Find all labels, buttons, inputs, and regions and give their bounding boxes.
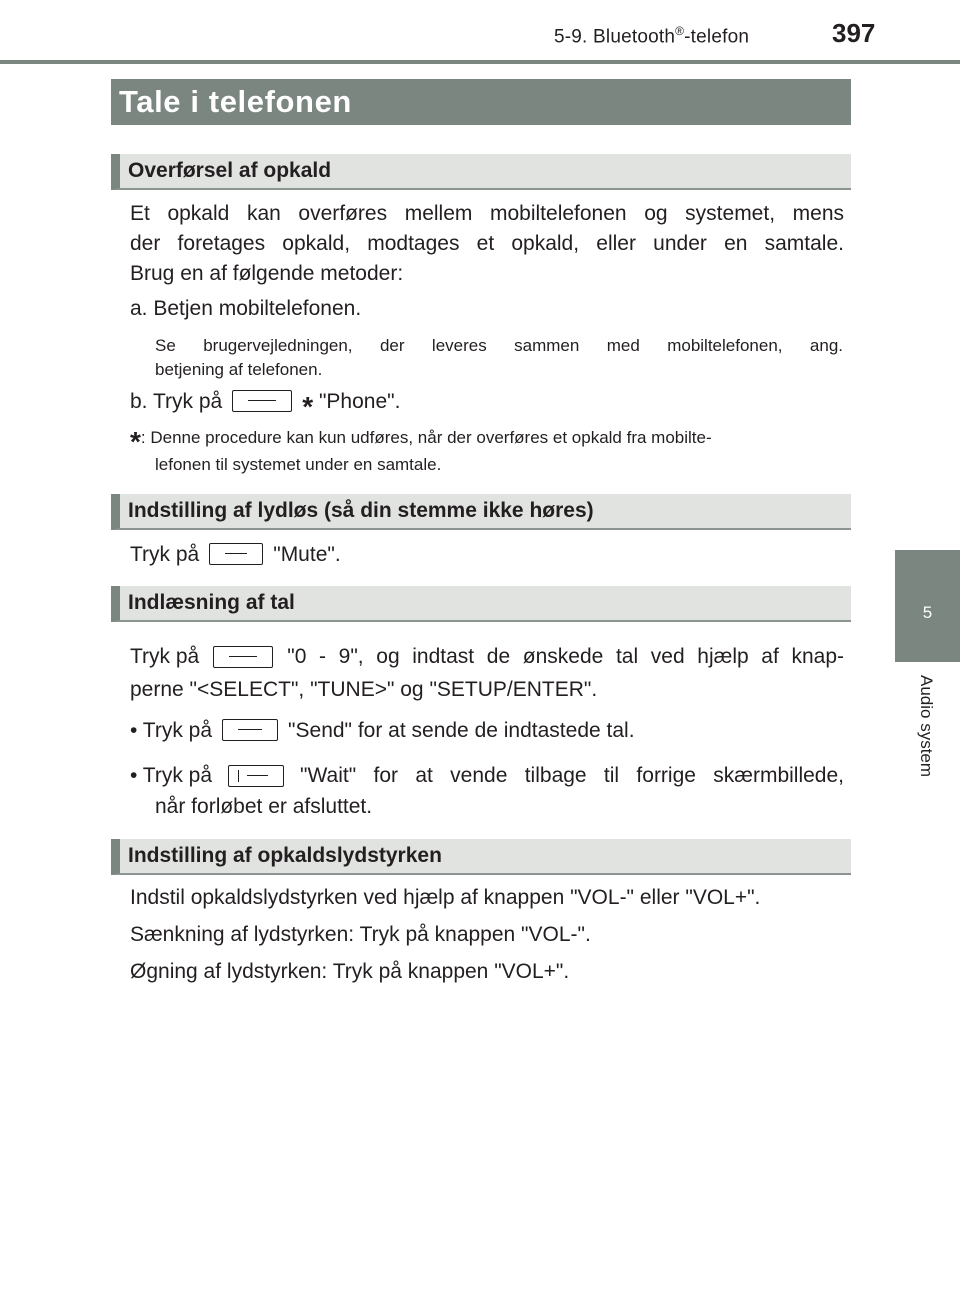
section-heading-volume: Indstilling af opkaldslydstyrken [111, 839, 851, 875]
wait-button-icon [228, 765, 284, 787]
transfer-intro-line2: der foretages opkald, modtages et opkald, eller under en samtale. [130, 232, 844, 255]
header-rule [0, 60, 960, 64]
transfer-item-a: a. Betjen mobiltelefonen. [130, 297, 362, 320]
page-number: 397 [832, 18, 876, 48]
transfer-intro-line3: Brug en af følgende metoder: [130, 262, 404, 285]
chapter-label: Audio system [917, 675, 936, 778]
section-heading-transfer: Overførsel af opkald [111, 154, 851, 190]
chapter-number: 5 [922, 603, 933, 622]
transfer-item-a-note-line1: Se brugervejledningen, der leveres sammen med mobiltelefonen, ang. [155, 336, 843, 355]
transfer-intro-line1: Et opkald kan overføres mellem mobiltelefonen og systemet, mens [130, 202, 844, 225]
numbers-bullet-wait-line2: når forløbet er afsluttet. [155, 795, 373, 818]
send-button-icon [222, 719, 278, 741]
numbers-bullet-send: • Tryk på "Send" for at sende de indtastede tal. [130, 719, 635, 742]
transfer-item-a-note-line2: betjening af telefonen. [155, 360, 323, 379]
transfer-footnote-line2: lefonen til systemet under en samtale. [155, 455, 442, 474]
transfer-item-b: b. Tryk på * "Phone". [130, 390, 401, 422]
transfer-footnote: *: Denne procedure kan kun udføres, når der overføres et opkald fra mobilte- [130, 426, 712, 457]
numbers-bullet-wait: • Tryk på "Wait" for at vende tilbage til forrige skærmbillede, [130, 764, 844, 787]
section-heading-numbers: Indlæsning af tal [111, 586, 851, 622]
header-section-title: 5-9. Bluetooth®-telefon [554, 24, 750, 48]
section-heading-mute: Indstilling af lydløs (så din stemme ikke høres) [111, 494, 851, 530]
mute-button-icon [209, 543, 263, 565]
numbers-line1: Tryk på "0 - 9", og indtast de ønskede tal ved hjælp af knap- [130, 645, 844, 668]
keypad-button-icon [213, 646, 273, 668]
phone-transfer-button-icon [232, 390, 292, 412]
volume-line2: Sænkning af lydstyrken: Tryk på knappen "VOL-". [130, 923, 591, 946]
volume-line3: Øgning af lydstyrken: Tryk på knappen "VOL+". [130, 960, 570, 983]
volume-line1: Indstil opkaldslydstyrken ved hjælp af knappen "VOL-" eller "VOL+". [130, 886, 761, 909]
page-title: Tale i telefonen [111, 79, 851, 125]
mute-text: Tryk på "Mute". [130, 543, 341, 566]
numbers-line2: perne "<SELECT", "TUNE>" og "SETUP/ENTER". [130, 678, 598, 701]
